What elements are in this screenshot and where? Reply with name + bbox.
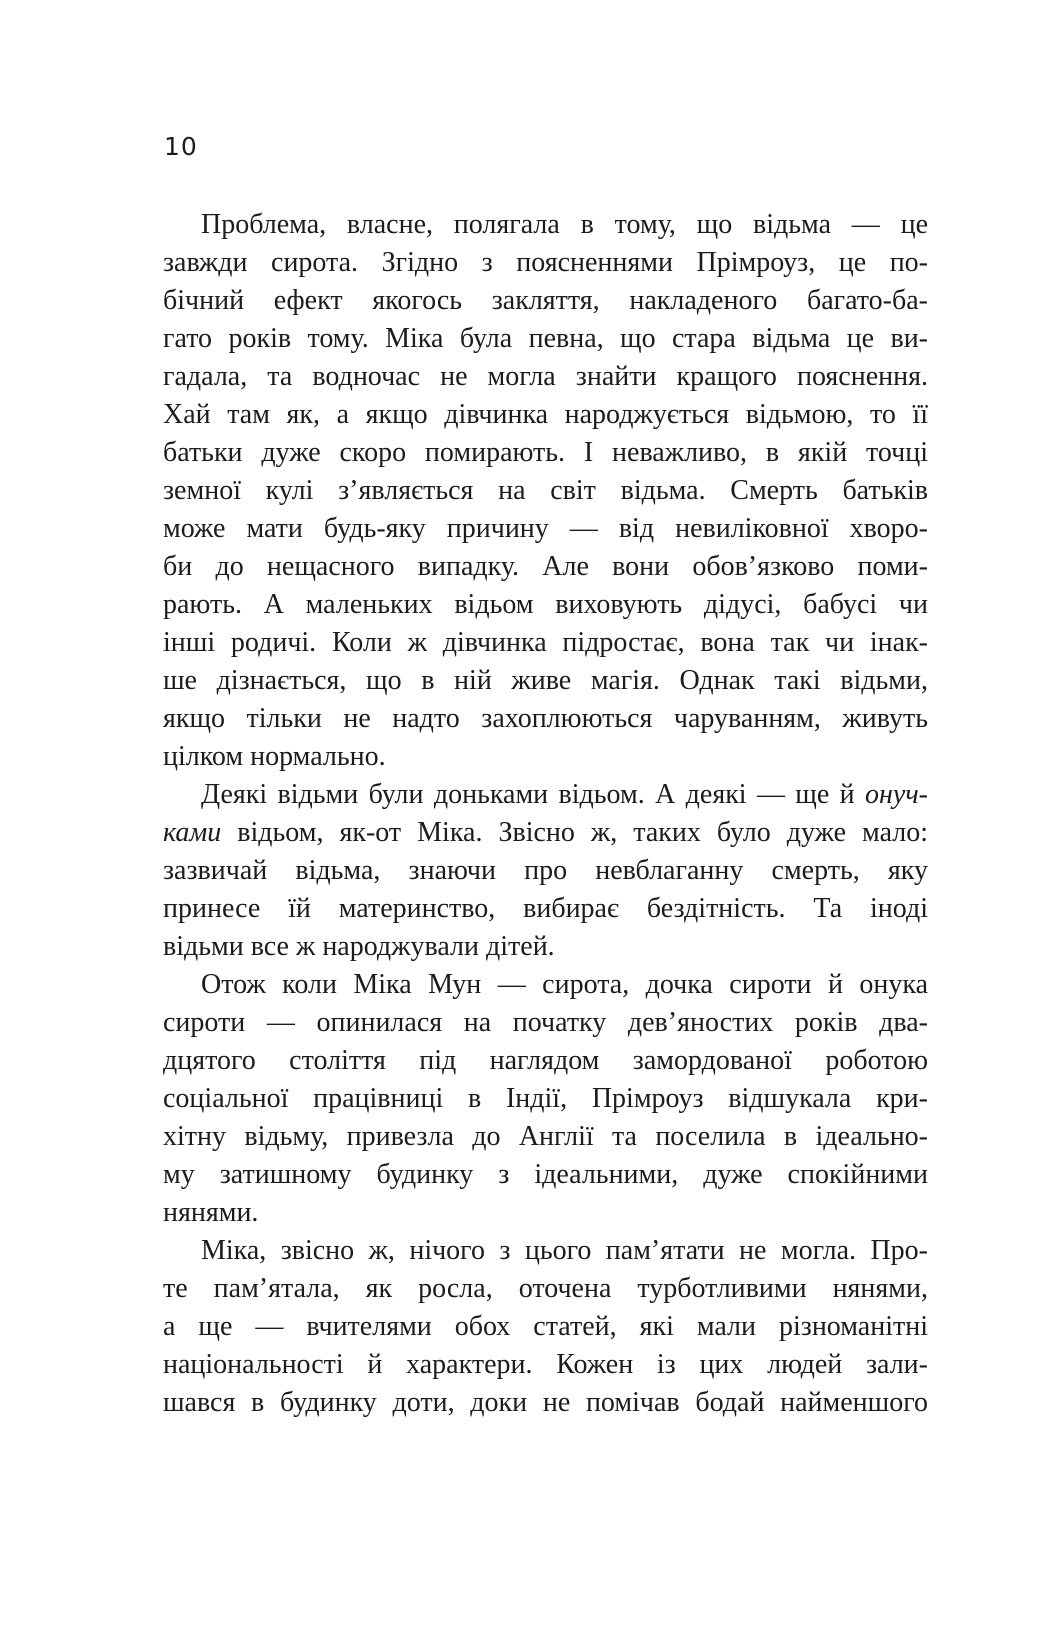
text-line [163, 1232, 928, 1270]
text-line [163, 776, 928, 814]
text-line [163, 928, 928, 966]
text-segment: якщо тільки не надто захоплюються чаруванням, живуть [163, 703, 928, 734]
text-segment: принесе їй материнство, вибирає бездітність. Та іноді [163, 893, 928, 924]
text-segment: бічний ефект якогось закляття, накладеного багато-ба- [163, 285, 928, 316]
text-line [163, 966, 928, 1004]
text-line [163, 320, 928, 358]
text-line [163, 1270, 928, 1308]
text-line [163, 1042, 928, 1080]
text-line [163, 852, 928, 890]
text-line [163, 1080, 928, 1118]
text-line [163, 510, 928, 548]
text-segment: те пам’ятала, як росла, оточена турботливими нянями, [163, 1273, 928, 1304]
text-line [163, 662, 928, 700]
italic-text-segment: ками [163, 817, 222, 848]
text-segment: соціальної працівниці в Індії, Прімроуз відшукала кри- [163, 1083, 928, 1114]
text-line [163, 206, 928, 244]
text-segment: рають. А маленьких відьом виховують дідусі, бабусі чи [163, 589, 928, 620]
text-segment: цілком нормально. [163, 741, 386, 772]
text-segment: сироти — опинилася на початку дев’яностих років два- [163, 1007, 928, 1038]
text-segment: завжди сирота. Згідно з поясненнями Прімроуз, це по- [163, 247, 928, 278]
text-segment: му затишному будинку з ідеальними, дуже спокійними [163, 1159, 928, 1190]
text-segment: національності й характери. Кожен із цих людей зали- [163, 1349, 928, 1380]
text-line [163, 1118, 928, 1156]
text-line [163, 548, 928, 586]
text-segment: хітну відьму, привезла до Англії та поселила в ідеально- [163, 1121, 928, 1152]
text-line [163, 738, 928, 776]
italic-text-segment: онуч- [865, 779, 928, 810]
text-line [163, 624, 928, 662]
text-line [163, 1346, 928, 1384]
text-segment: Хай там як, а якщо дівчинка народжується відьмою, то її [163, 399, 928, 430]
text-segment: батьки дуже скоро помирають. І неважливо, в якій точці [163, 437, 928, 468]
text-line [163, 890, 928, 928]
page-number: 10 [164, 132, 198, 161]
text-line [163, 472, 928, 510]
text-segment: гадала, та водночас не могла знайти кращого пояснення. [163, 361, 928, 392]
text-segment: відьми все ж народжували дітей. [163, 931, 555, 962]
text-line [163, 1004, 928, 1042]
text-segment: відьом, як-от Міка. Звісно ж, таких було дуже мало: [221, 817, 928, 848]
text-segment: зазвичай відьма, знаючи про невблаганну смерть, яку [163, 855, 928, 886]
text-segment: дцятого століття під наглядом замордованої роботою [163, 1045, 928, 1076]
text-segment: може мати будь-яку причину — від невиліковної хворо- [163, 513, 928, 544]
text-line [163, 244, 928, 282]
text-segment: Отож коли Міка Мун — сирота, дочка сироти й онука [201, 969, 928, 1000]
text-segment: ше дізнається, що в ній живе магія. Однак такі відьми, [163, 665, 928, 696]
text-line [163, 700, 928, 738]
text-line [163, 586, 928, 624]
text-line [163, 1384, 928, 1422]
text-segment: би до нещасного випадку. Але вони обов’язково поми- [163, 551, 928, 582]
text-line [163, 358, 928, 396]
text-line [163, 1308, 928, 1346]
text-segment: інші родичі. Коли ж дівчинка підростає, вона так чи інак- [163, 627, 928, 658]
text-segment: Міка, звісно ж, нічого з цього пам’ятати не могла. Про- [201, 1235, 928, 1266]
text-line [163, 282, 928, 320]
text-segment: нянями. [163, 1197, 259, 1228]
text-line [163, 1194, 928, 1232]
text-segment: Деякі відьми були доньками відьом. А деякі — ще й [201, 779, 865, 810]
page-text [163, 206, 928, 1422]
text-line [163, 814, 928, 852]
text-segment: земної кулі з’являється на світ відьма. Смерть батьків [163, 475, 928, 506]
text-segment: а ще — вчителями обох статей, які мали різноманітні [163, 1311, 928, 1342]
text-segment: Проблема, власне, полягала в тому, що відьма — це [201, 209, 928, 240]
text-line [163, 434, 928, 472]
text-line [163, 396, 928, 434]
text-segment: шався в будинку доти, доки не помічав бодай найменшого [163, 1387, 928, 1418]
text-segment: гато років тому. Міка була певна, що стара відьма це ви- [163, 323, 928, 354]
text-line [163, 1156, 928, 1194]
